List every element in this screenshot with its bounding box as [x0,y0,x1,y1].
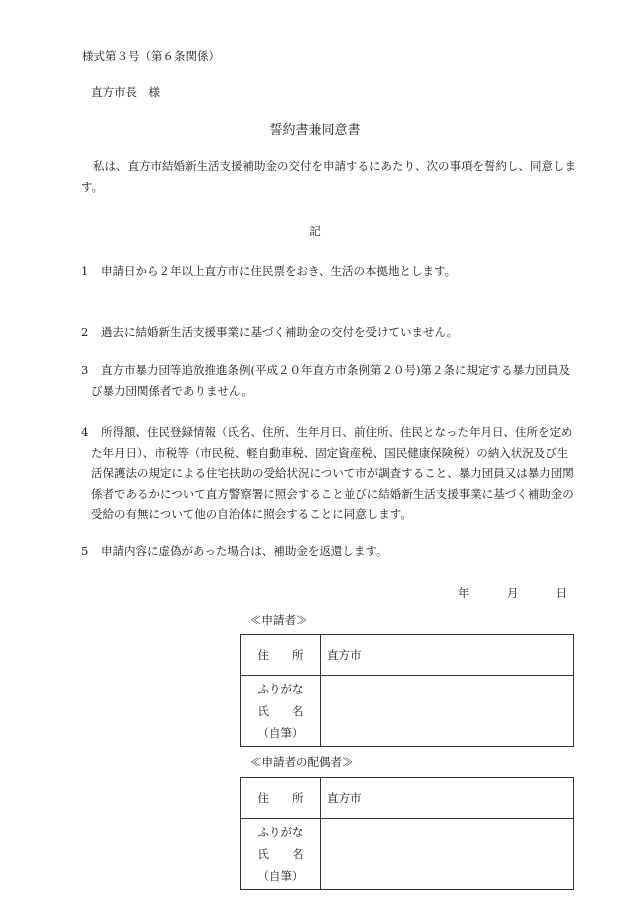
address-label: 住 所 [241,778,321,819]
signature-note: （自筆） [257,726,304,740]
item-number: 4 [81,425,89,439]
date-line [458,585,567,601]
name-field[interactable] [321,676,574,747]
pledge-item [81,360,577,401]
date-day-label: 日 [555,586,568,600]
furigana-label: ふりがな [257,825,304,839]
document-title: 誓約書兼同意書 [269,123,361,138]
item-number: 2 [81,325,89,339]
name-label-cell [241,676,321,747]
signature-note: （自筆） [257,869,304,883]
name-label-cell [241,819,321,890]
item-text: 申請日から２年以上直方市に住民票をおき、生活の本拠地とします。 [101,264,457,278]
item-text: 所得額、住民登録情報（氏名、住所、生年月日、前住所、住民となった年月日、住所を定めた年月日）、市税等（市民税、軽自動車税、固定資産税、国民健康保険税）の納入状況及び生活保護法の規定による住宅扶助の受給状況について市が調査すること、暴力団員又は暴力団関係者であるかについて直方警察署に照会すること並びに結婚新生活支援事業に基づく補助金の受給の有無について他の自治体に照会することに同意します。 [91,425,574,521]
intro-paragraph: 私は、直方市結婚新生活支援補助金の交付を申請するにあたり、次の事項を誓約し、同意します。 [81,159,576,194]
name-label: 氏 名 [257,847,304,861]
item-text: 申請内容に虚偽があった場合は、補助金を返還します。 [101,544,388,558]
spouse-section-label: ≪申請者の配偶者≫ [250,755,354,769]
applicant-section-label: ≪申請者≫ [250,613,308,627]
item-number: 1 [81,264,89,278]
ki-heading: 記 [309,224,321,238]
item-text: 過去に結婚新生活支援事業に基づく補助金の交付を受けていません。 [101,325,459,339]
applicant-table [240,634,574,747]
name-label: 氏 名 [257,704,304,718]
item-number: 3 [81,363,89,377]
pledge-item [81,422,577,525]
date-month-label: 月 [506,586,519,600]
item-text: 直方市暴力団等追放推進条例(平成２０年直方市条例第２０号)第２条に規定する暴力団員及び暴力団関係者でありません。 [91,363,570,398]
pledge-item [81,322,577,343]
name-field[interactable] [321,819,574,890]
address-field[interactable]: 直方市 [321,778,574,819]
form-number: 様式第３号（第６条関係） [82,49,220,63]
address-field[interactable]: 直方市 [321,635,574,676]
pledge-item [81,261,577,282]
furigana-label: ふりがな [257,682,304,696]
item-number: 5 [81,544,89,558]
address-label: 住 所 [241,635,321,676]
spouse-table [240,777,574,890]
addressee: 直方市長 様 [91,85,160,99]
pledge-item [81,541,577,562]
date-year-label: 年 [458,586,470,600]
